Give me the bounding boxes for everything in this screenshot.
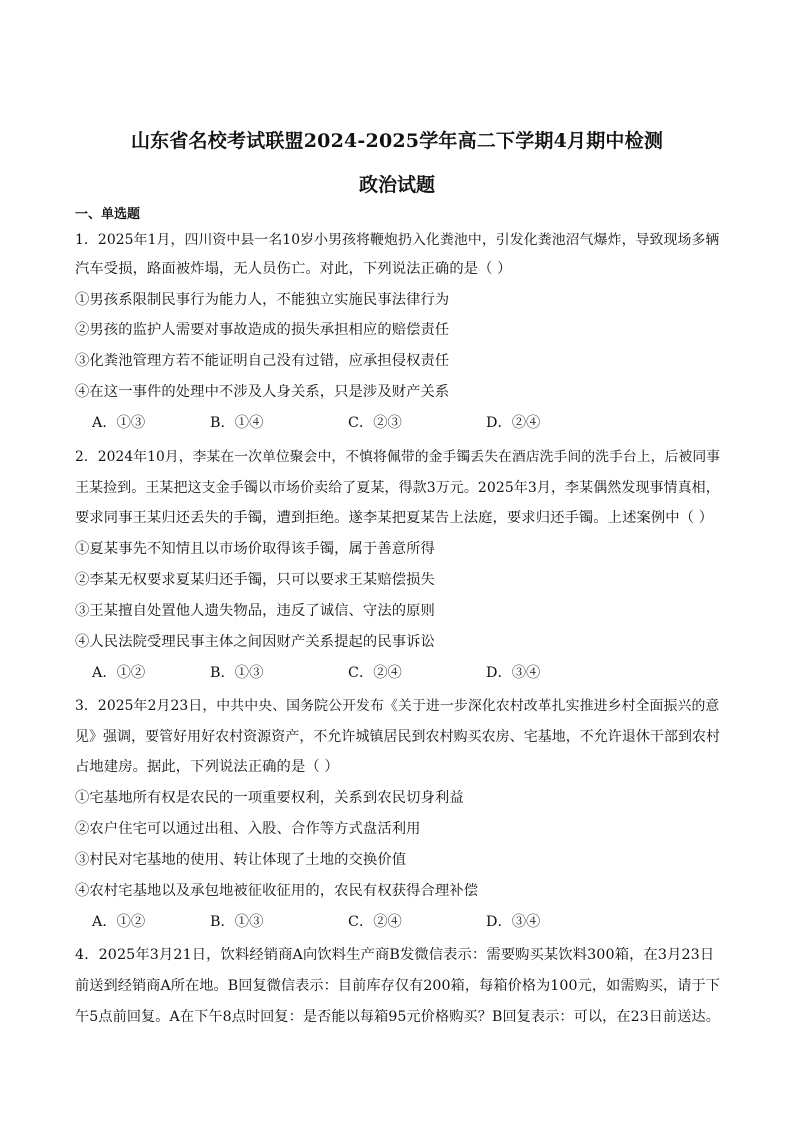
question-text-line: 前送到经销商A所在地。B回复微信表示：目前库存仅有200箱，每箱价格为100元，如需购买，请于下 [75,978,721,994]
option-b: B．①③ [210,665,264,681]
option-d: D．③④ [486,665,541,681]
option-a: A．①② [92,914,146,930]
question-text-line: 王某捡到。王某把这支金手镯以市场价卖给了夏某，得款3万元。2025年3月，李某偶然发现事情真相， [75,480,720,496]
statement: ①男孩系限制民事行为能力人，不能独立实施民事法律行为 [75,292,450,308]
option-a: A．①② [92,665,146,681]
option-d: D．③④ [486,914,541,930]
question-text-line: 占地建房。据此，下列说法正确的是（ ） [75,759,339,775]
statement: ②李某无权要求夏某归还手镯，只可以要求王某赔偿损失 [75,572,435,588]
question-text-line: 3．2025年2月23日，中共中央、国务院公开发布《关于进一步深化农村改革扎实推进乡村全面振兴的意 [75,698,720,714]
question-text-line: 汽车受损，路面被炸塌，无人员伤亡。对此，下列说法正确的是（ ） [75,261,512,277]
statement: ④人民法院受理民事主体之间因财产关系提起的民事诉讼 [75,634,435,650]
statement: ①夏某事先不知情且以市场价取得该手镯，属于善意所得 [75,541,435,557]
option-c: C．②④ [348,914,402,930]
option-b: B．①④ [210,415,264,431]
option-b: B．①③ [210,914,264,930]
option-c: C．②④ [348,665,402,681]
statement: ③村民对宅基地的使用、转让体现了土地的交换价值 [75,852,407,868]
statement: ②农户住宅可以通过出租、入股、合作等方式盘活利用 [75,821,421,837]
exam-subtitle: 政治试题 [358,174,435,196]
question-text-line: 4．2025年3月21日，饮料经销商A向饮料生产商B发微信表示：需要购买某饮料300箱，在3月23日 [75,947,715,963]
statement: ③王某擅自处置他人遗失物品，违反了诚信、守法的原则 [75,603,435,619]
question-text-line: 要求同事王某归还丢失的手镯，遭到拒绝。遂李某把夏某告上法庭，要求归还手镯。上述案例中（ ） [75,510,714,526]
question-text-line: 2．2024年10月，李某在一次单位聚会中，不慎将佩带的金手镯丢失在酒店洗手间的洗手台上，后被同事 [75,449,721,465]
question-text-line: 见》强调，要管好用好农村资源资产，不允许城镇居民到农村购买农房、宅基地，不允许退休干部到农村 [75,729,721,745]
statement: ②男孩的监护人需要对事故造成的损失承担相应的赔偿责任 [75,322,450,338]
statement: ①宅基地所有权是农民的一项重要权利，关系到农民切身利益 [75,790,464,806]
option-c: C．②③ [348,415,402,431]
statement: ④在这一事件的处理中不涉及人身关系，只是涉及财产关系 [75,384,450,400]
section-heading: 一、单选题 [75,207,141,222]
option-d: D．②④ [486,415,541,431]
question-text-line: 1．2025年1月，四川资中县一名10岁小男孩将鞭炮扔入化粪池中，引发化粪池沼气爆炸，导致现场多辆 [75,232,720,248]
question-text-line: 午5点前回复。A在下午8点时回复：是否能以每箱95元价格购买？B回复表示：可以，在23日前送达。 [75,1009,721,1025]
statement: ③化粪池管理方若不能证明自己没有过错，应承担侵权责任 [75,353,450,369]
option-a: A．①③ [92,415,146,431]
exam-title: 山东省名校考试联盟2024-2025学年高二下学期4月期中检测 [130,130,664,152]
statement: ④农村宅基地以及承包地被征收征用的，农民有权获得合理补偿 [75,883,479,899]
